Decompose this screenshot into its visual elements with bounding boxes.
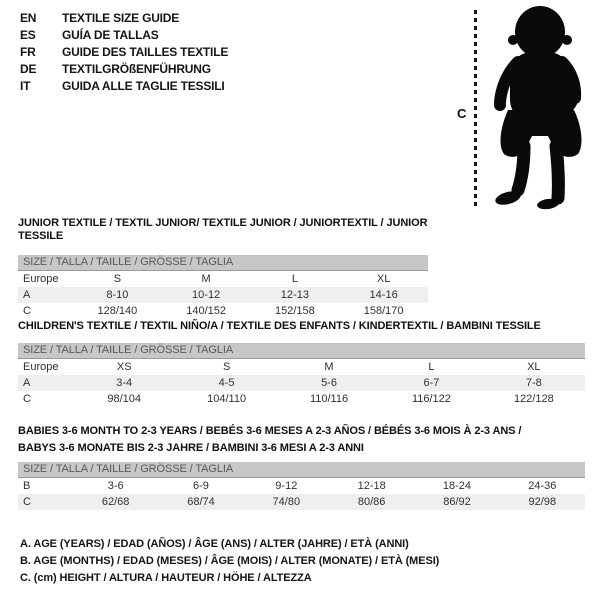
language-row	[20, 61, 228, 78]
table-row	[18, 271, 428, 287]
table-cell: 4-5	[218, 377, 235, 389]
table-cell: 158/170	[363, 305, 404, 317]
language-title: GUÍA DE TALLAS	[62, 28, 159, 42]
note-line: A. AGE (YEARS) / EDAD (AÑOS) / ÂGE (ANS) / ALTER (JAHRE) / ETÀ (ANNI)	[20, 538, 409, 550]
table-cell: 92/98	[528, 496, 557, 508]
table-rows	[18, 359, 585, 407]
table-cell: S	[222, 361, 231, 373]
row-label: Europe	[23, 273, 59, 285]
row-label: A	[23, 289, 31, 301]
size-header-bar: SIZE / TALLA / TAILLE / GRÖSSE / TAGLIA	[18, 255, 428, 271]
table-row	[18, 287, 428, 303]
row-label: B	[23, 480, 31, 492]
table-cell: 80/86	[357, 496, 386, 508]
table-cell: 140/152	[186, 305, 226, 317]
table-row	[18, 375, 585, 391]
table-cell: 18-24	[442, 480, 472, 492]
table-cell: 10-12	[192, 289, 221, 301]
table-cell: 12-13	[280, 289, 309, 301]
row-label: A	[23, 377, 31, 389]
language-row	[20, 27, 228, 44]
table-cell: 6-9	[193, 480, 209, 492]
height-measure-dashed-line	[474, 10, 477, 208]
table-cell: 68/74	[187, 496, 215, 508]
table-rows	[18, 478, 585, 510]
row-label: Europe	[23, 361, 59, 373]
language-title: TEXTILGRÖßENFÜHRUNG	[62, 62, 211, 76]
table-rows	[18, 271, 428, 319]
measure-c-label: C	[457, 106, 467, 121]
language-row	[20, 78, 228, 95]
language-code: DE	[20, 62, 37, 76]
table-cell: 86/92	[443, 496, 471, 508]
size-header-bar: SIZE / TALLA / TAILLE / GRÖSSE / TAGLIA	[18, 462, 585, 478]
table-row	[18, 478, 585, 494]
junior-textile-table	[18, 217, 428, 319]
table-cell: XL	[527, 361, 541, 373]
table-cell: M	[324, 361, 334, 373]
table-cell: 74/80	[272, 496, 301, 508]
table-cell: L	[291, 273, 298, 285]
table-cell: XL	[376, 273, 391, 285]
babies-textile-table	[18, 423, 585, 510]
table-cell: L	[428, 361, 435, 373]
table-title-line2: BABYS 3-6 MONATE BIS 2-3 JAHRE / BAMBINI 3-6 MESI A 2-3 ANNI	[18, 442, 364, 454]
language-code: FR	[20, 45, 36, 59]
table-title: JUNIOR TEXTILE / TEXTIL JUNIOR/ TEXTILE JUNIOR / JUNIORTEXTIL / JUNIOR TESSILE	[18, 217, 428, 242]
table-cell: 110/116	[309, 393, 349, 405]
table-cell: 122/128	[513, 393, 554, 405]
table-cell: 6-7	[423, 377, 440, 389]
table-row	[18, 359, 585, 375]
language-code: EN	[20, 11, 37, 25]
table-cell: 3-4	[116, 377, 133, 389]
table-cell: 98/104	[107, 393, 142, 405]
table-cell: 152/158	[274, 305, 315, 317]
children-textile-table	[18, 320, 585, 407]
table-cell: 128/140	[97, 305, 138, 317]
row-label: C	[23, 393, 31, 405]
language-code: IT	[20, 79, 31, 93]
language-title: TEXTILE SIZE GUIDE	[62, 11, 180, 25]
table-cell: 9-12	[275, 480, 298, 492]
table-cell: 14-16	[369, 289, 398, 301]
table-row	[18, 303, 428, 319]
table-cell: 104/110	[207, 393, 247, 405]
notes-list	[20, 536, 439, 587]
table-cell: 12-18	[357, 480, 386, 492]
language-list	[20, 10, 228, 95]
table-cell: M	[201, 273, 211, 285]
size-header-bar: SIZE / TALLA / TAILLE / GRÖSSE / TAGLIA	[18, 343, 585, 359]
table-cell: S	[113, 273, 122, 285]
table-row	[18, 391, 585, 407]
language-row	[20, 44, 228, 61]
note-line: C. (cm) HEIGHT / ALTURA / HAUTEUR / HÖHE / ALTEZZA	[20, 572, 312, 584]
table-cell: 116/122	[411, 393, 451, 405]
table-cell: 5-6	[321, 377, 337, 389]
row-label: C	[23, 305, 31, 317]
table-cell: 7-8	[525, 377, 542, 389]
note-line: B. AGE (MONTHS) / EDAD (MESES) / ÂGE (MOIS) / ALTER (MONATE) / ETÀ (MESI)	[20, 555, 440, 567]
table-cell: XS	[116, 361, 132, 373]
language-title: GUIDE DES TAILLES TEXTILE	[62, 45, 229, 59]
row-label: C	[23, 496, 31, 508]
language-code: ES	[20, 28, 36, 42]
table-row	[18, 494, 585, 510]
table-title-line1: BABIES 3-6 MONTH TO 2-3 YEARS / BEBÉS 3-6 MESES A 2-3 AÑOS / BÉBÉS 3-6 MOIS À 2-3 ANS /	[18, 425, 522, 437]
toddler-silhouette-icon	[482, 2, 596, 214]
table-cell: 62/68	[101, 496, 130, 508]
table-cell: 24-36	[528, 480, 557, 492]
table-cell: 3-6	[107, 480, 124, 492]
table-title: CHILDREN'S TEXTILE / TEXTIL NIÑO/A / TEXTILE DES ENFANTS / KINDERTEXTIL / BAMBINI TESSILE	[18, 320, 541, 332]
language-row	[20, 10, 228, 27]
language-title: GUIDA ALLE TAGLIE TESSILI	[62, 79, 225, 93]
table-cell: 8-10	[106, 289, 129, 301]
